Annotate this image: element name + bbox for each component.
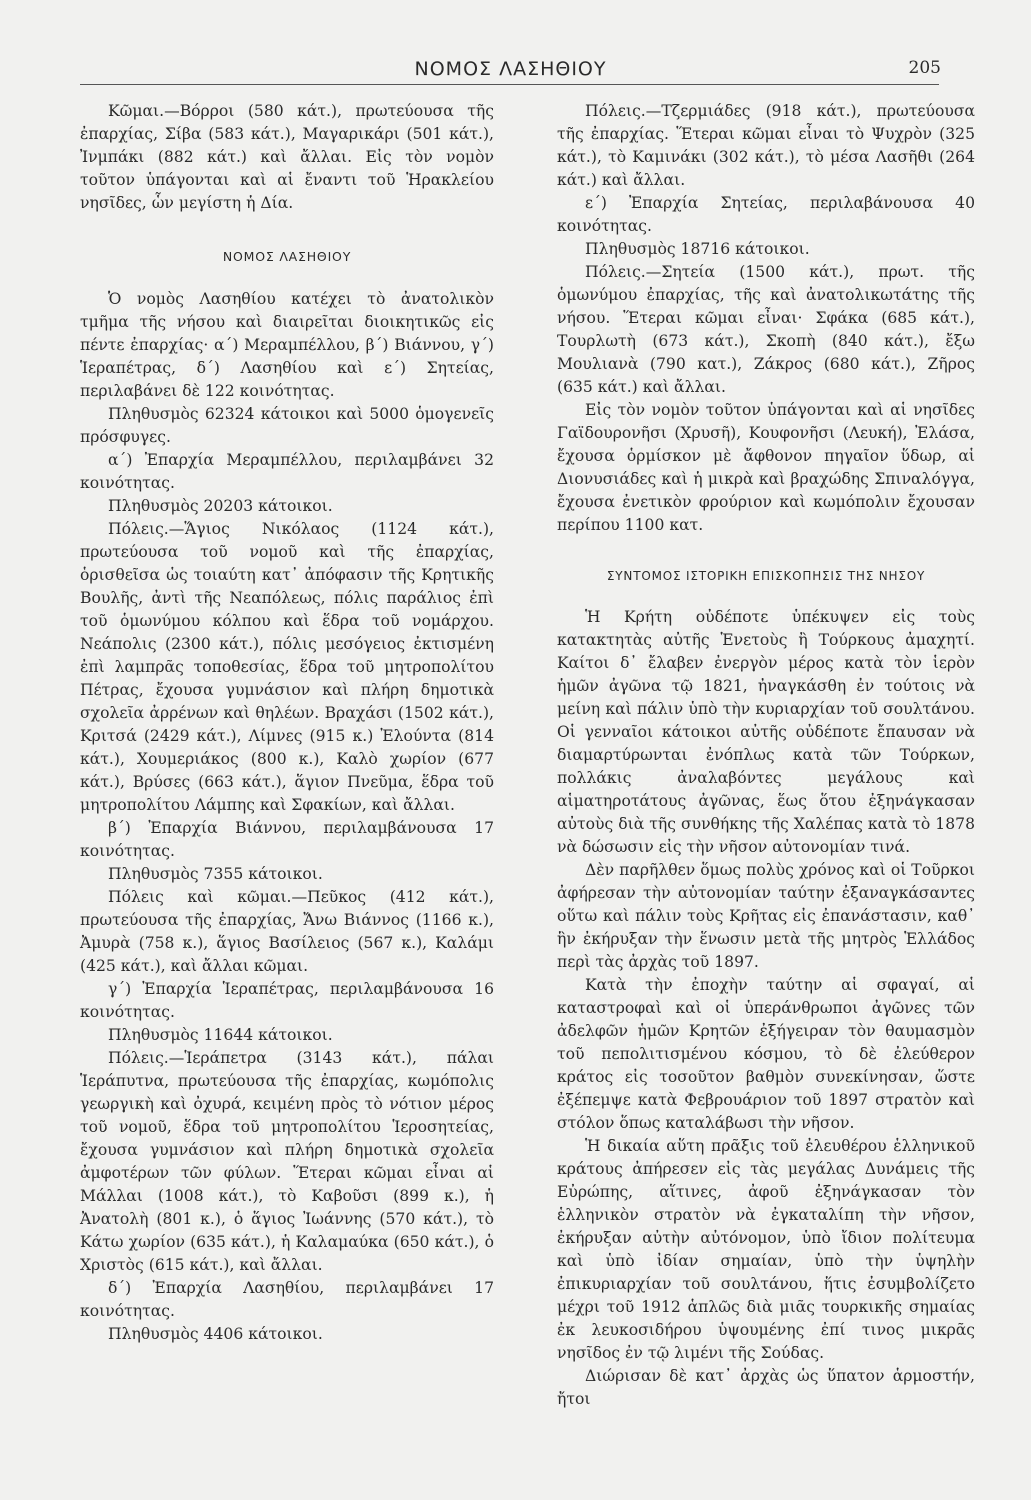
- paragraph-province-merabello: α΄) Ἐπαρχία Μεραμπέλλου, περιλαμβάνει 32 κοινότητας.: [80, 451, 494, 492]
- paragraph-population-ierapetra: Πληθυσμὸς 11644 κάτοικοι.: [108, 1026, 333, 1044]
- paragraph-cities-sitia: Πόλεις.—Σητεία (1500 κάτ.), πρωτ. τῆς ὁμωνύμου ἐπαρχίας, τῆς καὶ ἀνατολικωτάτης τῆς νήσου. Ἕτεραι κῶμαι εἶναι· Σφάκα (685 κάτ.), Τουρλωτὴ (673 κάτ.), Σκοπὴ (840 κάτ.), ἔξω Μουλιανὰ (790 κατ.), Ζάκρος (680 κάτ.), Ζῆρος (635 κάτ.) καὶ ἄλλαι.: [557, 263, 975, 396]
- right-column: [557, 100, 975, 1411]
- paragraph-villages: Κῶμαι.—Βόρροι (580 κάτ.), πρωτεύουσα τῆς ἐπαρχίας, Σίβα (583 κάτ.), Μαγαρικάρι (501 κάτ.), Ἰνμπάκι (882 κάτ.) καὶ ἄλλαι. Εἰς τὸν νομὸν τοῦτον ὑπάγονται καὶ αἱ ἔναντι τοῦ Ἡρακλείου νησῖδες, ὧν μεγίστη ἡ Δία.: [80, 102, 494, 212]
- paragraph-population-viannos: Πληθυσμὸς 7355 κάτοικοι.: [108, 865, 323, 883]
- paragraph-history-3: Κατὰ τὴν ἐποχὴν ταύτην αἱ σφαγαί, αἱ καταστροφαὶ καὶ οἱ ὑπεράνθρωποι ἀγῶνες τῶν ἀδελφῶν ἡμῶν Κρητῶν ἐξήγειραν τὸν θαυμασμὸν τοῦ πεπολιτισμένου κόσμου, τὸ δὲ ἐλεύθερον κράτος εἰς τοσοῦτον βαθμὸν συνεκίνησαν, ὥστε ἐξέπεμψε κατὰ Φεβρουάριον τοῦ 1897 στρατὸν καὶ στόλον ὅπως καταλάβωσι τὴν νῆσον.: [557, 976, 975, 1132]
- paragraph-population-lasithi: Πληθυσμὸς 4406 κάτοικοι.: [108, 1325, 323, 1343]
- paragraph-history-2: Δὲν παρῆλθεν ὅμως πολὺς χρόνος καὶ οἱ Τοῦρκοι ἀφήρεσαν τὴν αὐτονομίαν ταύτην ἐξαναγκάσαντες οὕτω καὶ πάλιν τοὺς Κρῆτας εἰς ἐπανάστασιν, καθ᾽ ἣν ἐκήρυξαν τὴν ἕνωσιν μετὰ τῆς μητρὸς Ἑλλάδος περὶ τὰς ἀρχὰς τοῦ 1897.: [557, 861, 975, 971]
- section-title-lasithi: ΝΟΜΟΣ ΛΑΣΗΘΙΟΥ: [222, 249, 352, 264]
- paragraph-population-sitia: Πληθυσμὸς 18716 κάτοικοι.: [585, 240, 810, 258]
- paragraph-intro: Ὁ νομὸς Λασηθίου κατέχει τὸ ἀνατολικὸν τμῆμα τῆς νήσου καὶ διαιρεῖται διοικητικῶς εἰς πέντε ἐπαρχίας· α΄) Μεραμπέλλου, β΄) Βιάννου, γ΄) Ἱεραπέτρας, δ΄) Λασηθίου καὶ ε΄) Σητείας, περιλαβάνει δὲ 122 κοινότητας.: [80, 290, 494, 400]
- paragraph-cities-merabello: Πόλεις.—Ἅγιος Νικόλαος (1124 κάτ.), πρωτεύουσα τοῦ νομοῦ καὶ τῆς ἐπαρχίας, ὁρισθεῖσα ὡς τοιαύτη κατ᾽ ἀπόφασιν τῆς Κρητικῆς Βουλῆς, ἀντὶ τῆς Νεαπόλεως, πόλις παράλιος ἐπὶ τοῦ ὁμωνύμου κόλπου καὶ ἕδρα τοῦ νομάρχου. Νεάπολις (2300 κάτ.), πόλις μεσόγειος ἐκτισμένη ἐπὶ λαμπρᾶς τοποθεσίας, ἕδρα τοῦ μητροπολίτου Πέτρας, ἔχουσα γυμνάσιον καὶ πλήρη δημοτικὰ σχολεῖα ἀρρένων καὶ θηλέων. Βραχάσι (1502 κάτ.), Κριτσά (2429 κάτ.), Λίμνες (915 κ.) Ἐλούντα (814 κάτ.), Χουμεριάκος (800 κ.), Καλὸ χωρίον (677 κάτ.), Βρύσες (663 κάτ.), ἅγιον Πνεῦμα, ἕδρα τοῦ μητροπολίτου Λάμπης καὶ Σφακίων, καὶ ἄλλαι.: [80, 520, 494, 814]
- page-number: 205: [908, 58, 941, 78]
- paragraph-history-1: Ἡ Κρήτη οὐδέποτε ὑπέκυψεν εἰς τοὺς κατακτητὰς αὐτῆς Ἑνετοὺς ἢ Τούρκους ἀμαχητί. Καίτοι δ᾽ ἔλαβεν ἐνεργὸν μέρος κατὰ τὸν ἱερὸν ἡμῶν ἀγῶνα τῷ 1821, ἠναγκάσθη ἐν τούτοις νὰ μείνη καὶ πάλιν ὑπὸ τὴν κυριαρχίαν τοῦ σουλτάνου. Οἱ γενναῖοι κάτοικοι αὐτῆς οὐδέποτε ἔπαυσαν νὰ διαμαρτύρωνται ἐνόπλως κατὰ τῶν Τούρκων, πολλάκις ἀναλαβόντες μεγάλους καὶ αἱματηροτάτους ἀγῶνας, ἕως ὅτου ἐξηνάγκασαν αὐτοὺς διὰ τῆς συνθήκης τῆς Χαλέπας κατὰ τὸ 1878 νὰ δώσωσιν εἰς τὴν νῆσον αὐτονομίαν τινά.: [557, 608, 975, 856]
- paragraph-history-5: Διώρισαν δὲ κατ᾽ ἀρχὰς ὡς ὕπατον ἁρμοστήν, ἤτοι: [557, 1367, 975, 1408]
- paragraph-cities-viannos: Πόλεις καὶ κῶμαι.—Πεῦκος (412 κάτ.), πρωτεύουσα τῆς ἐπαρχίας, Ἄνω Βιάννος (1166 κ.), Ἀμυρὰ (758 κ.), ἅγιος Βασίλειος (567 κ.), Καλάμι (425 κάτ.), καὶ ἄλλαι κῶμαι.: [80, 888, 494, 975]
- paragraph-province-viannos: β΄) Ἐπαρχία Βιάννου, περιλαμβάνουσα 17 κοινότητας.: [80, 819, 494, 860]
- paragraph-province-sitia: ε΄) Ἐπαρχία Σητείας, περιλαβάνουσα 40 κοινότητας.: [557, 194, 975, 235]
- paragraph-history-4: Ἡ δικαία αὕτη πρᾶξις τοῦ ἐλευθέρου ἑλληνικοῦ κράτους ἀπήρεσεν εἰς τὰς μεγάλας Δυνάμεις τῆς Εὐρώπης, αἵτινες, ἀφοῦ ἐξηνάγκασαν τὸν ἑλληνικὸν στρατὸν νὰ ἐγκαταλίπη τὴν νῆσον, ἐκήρυξαν αὐτὴν αὐτόνομον, ὑπὸ ἴδιον πολίτευμα καὶ ὑπὸ ἰδίαν σημαίαν, ὑπὸ τὴν ὑψηλὴν ἐπικυριαρχίαν τοῦ σουλτάνου, ἥτις ἐσυμβολίζετο μέχρι τοῦ 1912 ἁπλῶς διὰ μιᾶς τουρκικῆς σημαίας ἐκ λευκοσιδήρου ὑψουμένης ἐπί τινος μικρᾶς νησῖδος ἐν τῷ λιμένι τῆς Σούδας.: [557, 1137, 975, 1362]
- section-title-history: ΣΥΝΤΟΜΟΣ ΙΣΤΟΡΙΚΗ ΕΠΙΣΚΟΠΗΣΙΣ ΤΗΣ ΝΗΣΟΥ: [606, 569, 926, 583]
- paragraph-cities-ierapetra: Πόλεις.—Ἱεράπετρα (3143 κάτ.), πάλαι Ἱεράπυτνα, πρωτεύουσα τῆς ἐπαρχίας, κωμόπολις γεωργικὴ καὶ ὀχυρά, κειμένη πρὸς τὸ νότιον μέρος τοῦ νομοῦ, ἕδρα τοῦ μητροπολίτου Ἱεροσητείας, ἔχουσα γυμνάσιον καὶ πλήρη δημοτικὰ σχολεῖα ἀμφοτέρων τῶν φύλων. Ἕτεραι κῶμαι εἶναι αἱ Μάλλαι (1008 κάτ.), τὸ Καβοῦσι (899 κ.), ἡ Ἀνατολὴ (801 κ.), ὁ ἅγιος Ἰωάννης (570 κάτ.), τὸ Κάτω χωρίον (635 κάτ.), ἡ Καλαμαύκα (650 κάτ.), ὁ Χριστὸς (615 κάτ.), καὶ ἄλλαι.: [80, 1049, 494, 1274]
- paragraph-province-ierapetra: γ΄) Ἐπαρχία Ἱεραπέτρας, περιλαμβάνουσα 16 κοινότητας.: [80, 980, 494, 1021]
- paragraph-population: Πληθυσμὸς 62324 κάτοικοι καὶ 5000 ὁμογενεῖς πρόσφυγες.: [80, 405, 494, 446]
- header-rule: [80, 84, 939, 85]
- paragraph-cities-lasithi: Πόλεις.—Τζερμιάδες (918 κάτ.), πρωτεύουσα τῆς ἐπαρχίας. Ἕτεραι κῶμαι εἶναι τὸ Ψυχρὸν (325 κάτ.), τὸ Καμινάκι (302 κάτ.), τὸ μέσα Λασῆθι (264 κάτ.) καὶ ἄλλαι.: [557, 102, 975, 189]
- paragraph-islets: Εἰς τὸν νομὸν τοῦτον ὑπάγονται καὶ αἱ νησῖδες Γαϊδουρονῆσι (Χρυσῆ), Κουφονῆσι (Λευκή), Ἐλάσα, ἔχουσα ὁρμίσκον μὲ ἄφθονον πηγαῖον ὕδωρ, αἱ Διονυσιάδες καὶ ἡ μικρὰ καὶ βραχώδης Σπιναλόγγα, ἔχουσα ἐνετικὸν φρούριον καὶ κωμόπολιν ἔχουσαν περίπου 1100 κατ.: [557, 401, 975, 534]
- paragraph-province-lasithi: δ΄) Ἐπαρχία Λασηθίου, περιλαμβάνει 17 κοινότητας.: [80, 1279, 494, 1320]
- left-column: [80, 100, 494, 1346]
- header-title: ΝΟΜΟΣ ΛΑΣΗΘΙΟΥ: [414, 58, 607, 80]
- paragraph-population-merabello: Πληθυσμὸς 20203 κάτοικοι.: [108, 497, 333, 515]
